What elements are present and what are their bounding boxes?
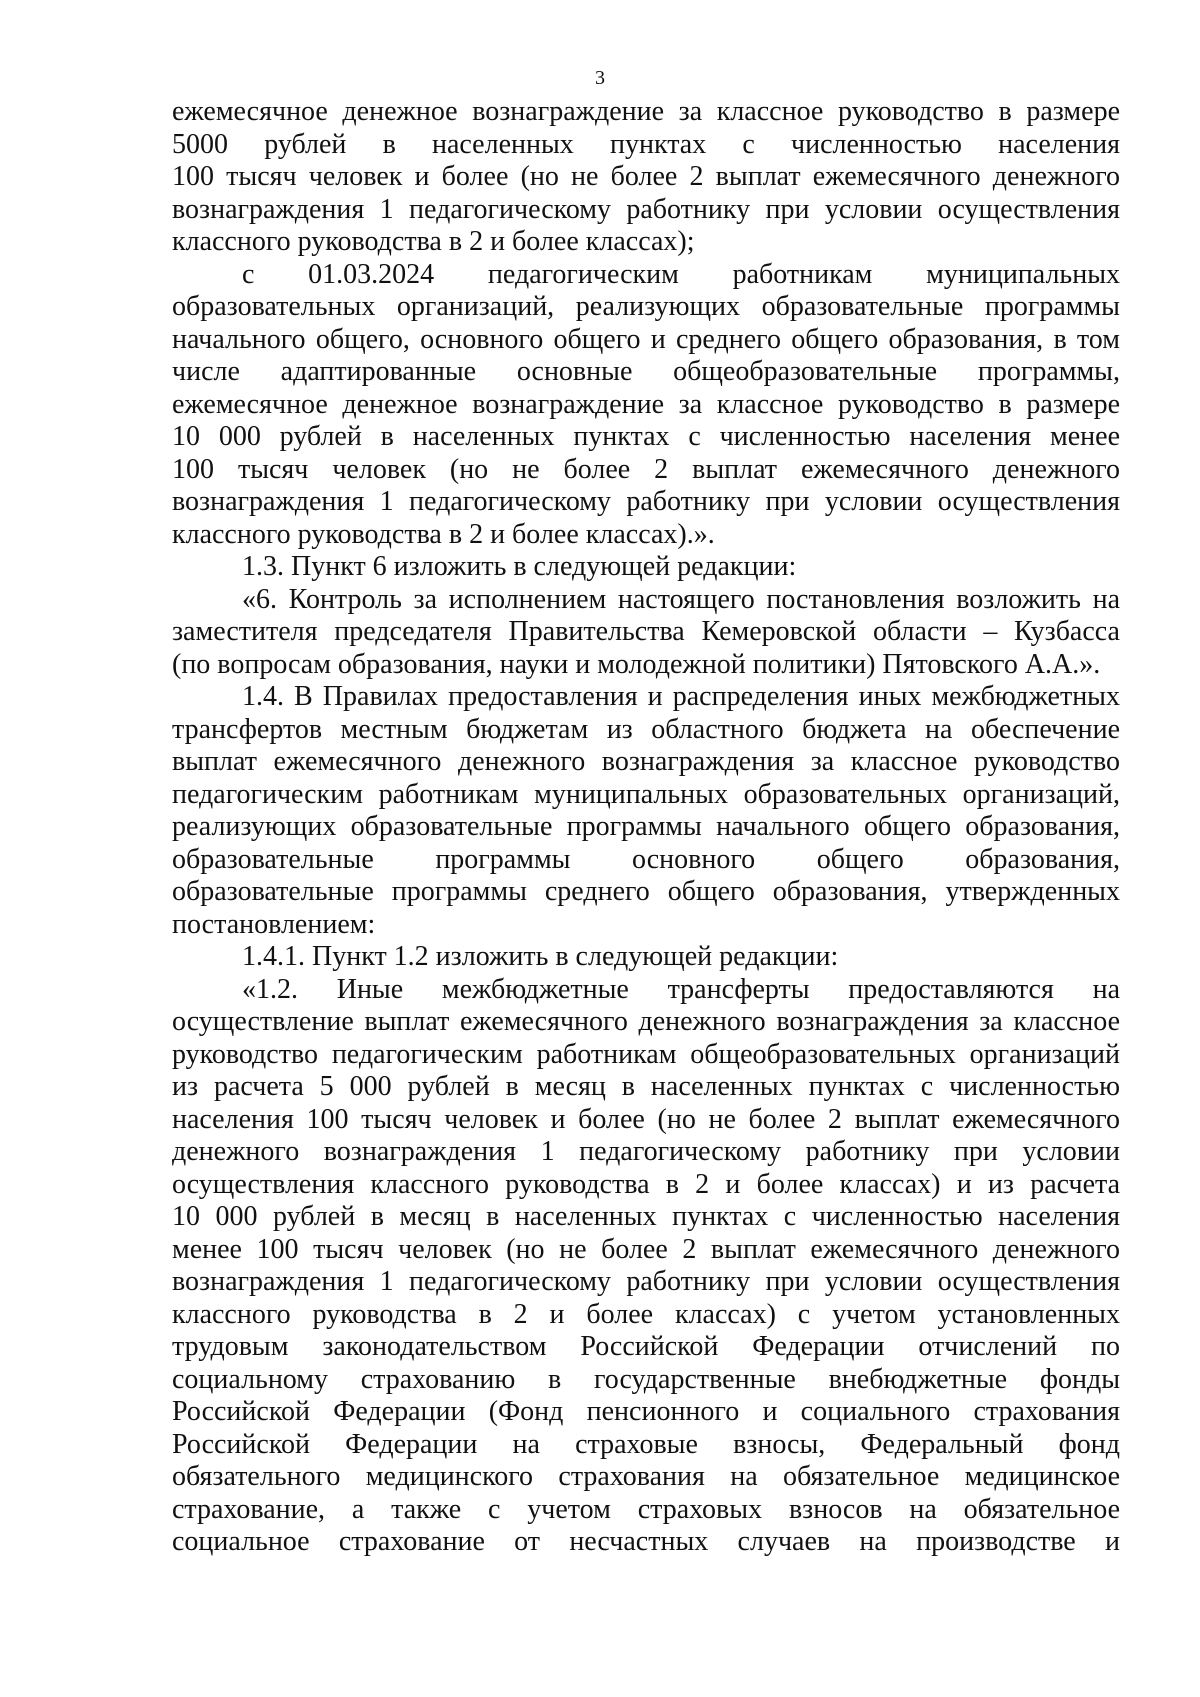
text-line: числе адаптированные основные общеобразовательные программы, (172, 356, 1120, 387)
text-line: выплат ежемесячного денежного вознаграждения за классное руководство (172, 746, 1120, 777)
text-line: 10 000 рублей в населенных пунктах с численностью населения менее (172, 421, 1120, 452)
text-line: социальное страхование от несчастных случаев на производстве и (172, 1526, 1120, 1557)
text-line: из расчета 5 000 рублей в месяц в населенных пунктах с численностью (172, 1071, 1120, 1102)
text-line: классного руководства в 2 и более классах); (172, 226, 695, 257)
text-line: 100 тысяч человек и более (но не более 2 выплат ежемесячного денежного (172, 161, 1120, 192)
text-line: реализующих образовательные программы начального общего образования, (172, 811, 1120, 842)
text-line: с 01.03.2024 педагогическим работникам муниципальных (242, 258, 1120, 290)
text-line: вознаграждения 1 педагогическому работнику при условии осуществления (172, 193, 1120, 225)
text-line: 5000 рублей в населенных пунктах с численностью населения (172, 128, 1120, 160)
text-line: педагогическим работникам муниципальных образовательных организаций, (172, 778, 1120, 810)
text-line: Российской Федерации на страховые взносы, Федеральный фонд (172, 1428, 1120, 1460)
text-line: 1.3. Пункт 6 изложить в следующей редакции: (242, 551, 797, 582)
text-line: трансфертов местным бюджетам из областного бюджета на обеспечение (172, 713, 1120, 745)
document-body (172, 96, 1120, 1559)
text-line: страхование, а также с учетом страховых взносов на обязательное (172, 1493, 1120, 1525)
text-line: образовательные программы среднего общего образования, утвержденных (172, 876, 1120, 907)
text-line: образовательные программы основного общего образования, (172, 843, 1120, 875)
text-line: заместителя председателя Правительства Кемеровской области – Кузбасса (172, 616, 1120, 647)
text-line: менее 100 тысяч человек (но не более 2 выплат ежемесячного денежного (172, 1233, 1120, 1265)
text-line: начального общего, основного общего и среднего общего образования, в том (172, 323, 1120, 355)
text-line: 1.4. В Правилах предоставления и распределения иных межбюджетных (242, 681, 1120, 712)
text-line: «1.2. Иные межбюджетные трансферты предоставляются на (242, 973, 1120, 1005)
text-line: образовательных организаций, реализующих образовательные программы (172, 291, 1120, 322)
text-line: социальному страхованию в государственные внебюджетные фонды (172, 1363, 1120, 1395)
text-line: 10 000 рублей в месяц в населенных пунктах с численностью населения (172, 1201, 1120, 1232)
text-line: вознаграждения 1 педагогическому работнику при условии осуществления (172, 1266, 1120, 1297)
text-line: классного руководства в 2 и более классах).». (172, 518, 715, 550)
text-line: 100 тысяч человек (но не более 2 выплат ежемесячного денежного (172, 453, 1120, 485)
text-line: постановлением: (172, 908, 376, 940)
text-line: вознаграждения 1 педагогическому работнику при условии осуществления (172, 486, 1120, 517)
text-line: руководство педагогическим работникам общеобразовательных организаций (172, 1038, 1120, 1070)
text-line: ежемесячное денежное вознаграждение за классное руководство в размере (172, 388, 1120, 420)
text-line: денежного вознаграждения 1 педагогическому работнику при условии (172, 1136, 1120, 1167)
text-line: осуществление выплат ежемесячного денежного вознаграждения за классное (172, 1006, 1120, 1037)
text-line: классного руководства в 2 и более классах) с учетом установленных (172, 1298, 1120, 1330)
text-line: «6. Контроль за исполнением настоящего постановления возложить на (242, 583, 1120, 615)
text-line: 1.4.1. Пункт 1.2 изложить в следующей редакции: (242, 941, 839, 972)
text-line: осуществления классного руководства в 2 и более классах) и из расчета (172, 1168, 1120, 1200)
text-line: Российской Федерации (Фонд пенсионного и социального страхования (172, 1396, 1120, 1427)
text-line: трудовым законодательством Российской Федерации отчислений по (172, 1331, 1120, 1362)
text-line: обязательного медицинского страхования на обязательное медицинское (172, 1461, 1120, 1492)
text-line: (по вопросам образования, науки и молодежной политики) Пятовского А.А.». (172, 648, 1101, 680)
text-line: населения 100 тысяч человек и более (но не более 2 выплат ежемесячного (172, 1103, 1120, 1135)
page-number: 3 (595, 67, 605, 89)
text-line: ежемесячное денежное вознаграждение за классное руководство в размере (172, 96, 1120, 127)
